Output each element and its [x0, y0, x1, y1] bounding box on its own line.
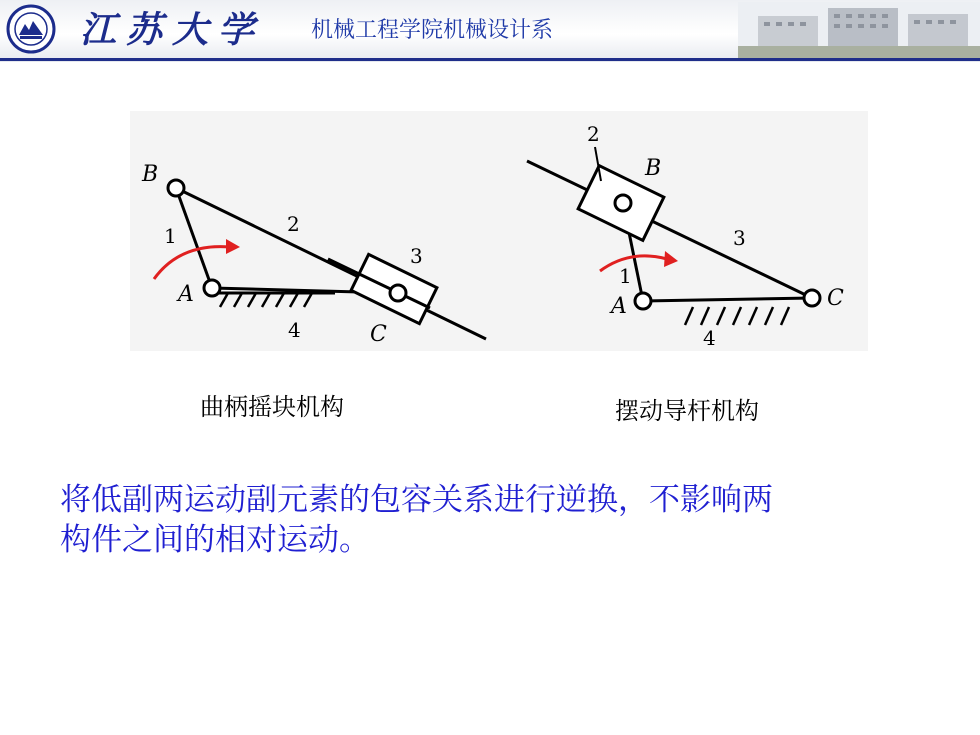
label-C: C [370, 322, 387, 347]
label-A: A [611, 294, 627, 319]
caption-oscillating-guide-bar: 摆动导杆机构 [615, 397, 759, 425]
label-3: 3 [733, 226, 746, 250]
body-text [60, 480, 960, 560]
label-2: 2 [587, 122, 600, 146]
university-name: 江苏大学 [80, 9, 265, 51]
body-line-2: 构件之间的相对运动。 [60, 522, 370, 558]
label-1: 1 [619, 264, 632, 288]
label-2: 2 [287, 212, 300, 236]
body-line-1: 将低副两运动副元素的包容关系进行逆换，不影响两 [60, 482, 773, 518]
crank-rocking-block-diagram [130, 111, 500, 351]
department-name: 机械工程学院机械设计系 [311, 18, 554, 43]
header-bar [0, 0, 980, 62]
header-divider [0, 58, 980, 61]
caption-crank-rocking-block: 曲柄摇块机构 [200, 393, 344, 421]
label-C: C [827, 286, 844, 311]
label-B: B [645, 156, 662, 181]
label-3: 3 [410, 244, 423, 268]
label-1: 1 [164, 224, 177, 248]
label-B: B [142, 162, 159, 187]
university-emblem-icon [6, 4, 56, 54]
label-4: 4 [703, 326, 716, 350]
label-A: A [178, 282, 194, 307]
oscillating-guide-bar-diagram [505, 111, 868, 351]
label-4: 4 [288, 318, 301, 342]
campus-photo [738, 2, 980, 58]
